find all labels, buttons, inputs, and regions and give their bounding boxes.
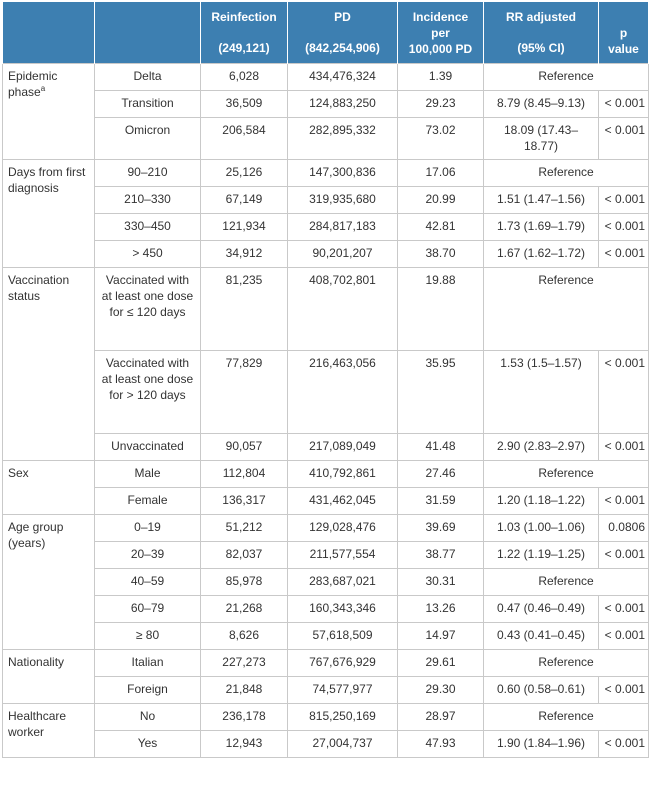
- rr-cell: 1.90 (1.84–1.96): [484, 731, 599, 758]
- rr-cell: 18.09 (17.43–18.77): [484, 118, 599, 160]
- level-cell: Unvaccinated: [95, 434, 201, 461]
- pd-cell: 27,004,737: [288, 731, 398, 758]
- header-rr: RR adjusted (95% CI): [484, 2, 599, 64]
- pd-cell: 410,792,861: [288, 461, 398, 488]
- header-incidence: Incidence per 100,000 PD: [398, 2, 484, 64]
- reinfection-cell: 12,943: [201, 731, 288, 758]
- pd-cell: 319,935,680: [288, 187, 398, 214]
- p-value-cell: < 0.001: [599, 731, 649, 758]
- incidence-cell: 20.99: [398, 187, 484, 214]
- incidence-cell: 29.61: [398, 650, 484, 677]
- level-cell: Foreign: [95, 677, 201, 704]
- reinfection-cell: 51,212: [201, 515, 288, 542]
- reinfection-cell: 112,804: [201, 461, 288, 488]
- incidence-cell: 13.26: [398, 596, 484, 623]
- reference-cell: Reference: [484, 569, 649, 596]
- pd-cell: 217,089,049: [288, 434, 398, 461]
- header-pd: PD (842,254,906): [288, 2, 398, 64]
- table-row: [3, 461, 649, 488]
- table-row: [3, 118, 649, 160]
- incidence-cell: 41.48: [398, 434, 484, 461]
- pd-cell: 90,201,207: [288, 241, 398, 268]
- p-value-cell: < 0.001: [599, 542, 649, 569]
- reinfection-cell: 6,028: [201, 64, 288, 91]
- table-row: [3, 596, 649, 623]
- level-cell: 210–330: [95, 187, 201, 214]
- level-cell: Italian: [95, 650, 201, 677]
- incidence-cell: 27.46: [398, 461, 484, 488]
- group-age-group: Age group (years): [3, 515, 95, 650]
- reinfection-table: [2, 1, 649, 758]
- reinfection-cell: 81,235: [201, 268, 288, 351]
- rr-cell: 1.51 (1.47–1.56): [484, 187, 599, 214]
- pd-cell: 815,250,169: [288, 704, 398, 731]
- table-row: [3, 434, 649, 461]
- table-row: [3, 677, 649, 704]
- incidence-cell: 47.93: [398, 731, 484, 758]
- rr-cell: 1.03 (1.00–1.06): [484, 515, 599, 542]
- level-cell: ≥ 80: [95, 623, 201, 650]
- reinfection-cell: 25,126: [201, 160, 288, 187]
- rr-cell: 1.22 (1.19–1.25): [484, 542, 599, 569]
- table-row: [3, 623, 649, 650]
- reinfection-cell: 36,509: [201, 91, 288, 118]
- rr-cell: 2.90 (2.83–2.97): [484, 434, 599, 461]
- reference-cell: Reference: [484, 160, 649, 187]
- incidence-cell: 35.95: [398, 351, 484, 434]
- incidence-cell: 1.39: [398, 64, 484, 91]
- p-value-cell: < 0.001: [599, 434, 649, 461]
- reinfection-cell: 77,829: [201, 351, 288, 434]
- rr-cell: 1.73 (1.69–1.79): [484, 214, 599, 241]
- pd-cell: 434,476,324: [288, 64, 398, 91]
- pd-cell: 408,702,801: [288, 268, 398, 351]
- header-level: [95, 2, 201, 64]
- pd-cell: 74,577,977: [288, 677, 398, 704]
- group-vaccination-status: Vaccination status: [3, 268, 95, 461]
- reinfection-cell: 236,178: [201, 704, 288, 731]
- level-cell: 0–19: [95, 515, 201, 542]
- incidence-cell: 73.02: [398, 118, 484, 160]
- level-cell: Omicron: [95, 118, 201, 160]
- reinfection-cell: 136,317: [201, 488, 288, 515]
- reinfection-cell: 34,912: [201, 241, 288, 268]
- group-epidemic-phase: Epidemic phase$^a$: [3, 64, 95, 160]
- incidence-cell: 29.30: [398, 677, 484, 704]
- table-row: [3, 704, 649, 731]
- header-p-value: p value: [599, 2, 649, 64]
- incidence-cell: 17.06: [398, 160, 484, 187]
- rr-cell: 1.67 (1.62–1.72): [484, 241, 599, 268]
- incidence-cell: 30.31: [398, 569, 484, 596]
- pd-cell: 160,343,346: [288, 596, 398, 623]
- table-row: [3, 214, 649, 241]
- table-row: [3, 650, 649, 677]
- rr-cell: 0.43 (0.41–0.45): [484, 623, 599, 650]
- rr-cell: 1.20 (1.18–1.22): [484, 488, 599, 515]
- incidence-cell: 14.97: [398, 623, 484, 650]
- incidence-cell: 38.70: [398, 241, 484, 268]
- header-row: [3, 2, 649, 64]
- reinfection-cell: 85,978: [201, 569, 288, 596]
- p-value-cell: < 0.001: [599, 351, 649, 434]
- reinfection-cell: 121,934: [201, 214, 288, 241]
- group-healthcare-worker: Healthcare worker: [3, 704, 95, 758]
- table-row: [3, 569, 649, 596]
- pd-cell: 57,618,509: [288, 623, 398, 650]
- p-value-cell: < 0.001: [599, 214, 649, 241]
- p-value-cell: < 0.001: [599, 241, 649, 268]
- header-group: [3, 2, 95, 64]
- table-row: [3, 241, 649, 268]
- reference-cell: Reference: [484, 461, 649, 488]
- table-row: [3, 515, 649, 542]
- header-reinfection: Reinfection (249,121): [201, 2, 288, 64]
- pd-cell: 767,676,929: [288, 650, 398, 677]
- p-value-cell: 0.0806: [599, 515, 649, 542]
- p-value-cell: < 0.001: [599, 596, 649, 623]
- incidence-cell: 38.77: [398, 542, 484, 569]
- level-cell: Vaccinated with at least one dose for > 120 days: [95, 351, 201, 434]
- group-sex: Sex: [3, 461, 95, 515]
- level-cell: 20–39: [95, 542, 201, 569]
- table-row: [3, 187, 649, 214]
- group-nationality: Nationality: [3, 650, 95, 704]
- incidence-cell: 39.69: [398, 515, 484, 542]
- level-cell: 90–210: [95, 160, 201, 187]
- reference-cell: Reference: [484, 64, 649, 91]
- p-value-cell: < 0.001: [599, 118, 649, 160]
- rr-cell: 8.79 (8.45–9.13): [484, 91, 599, 118]
- rr-cell: 1.53 (1.5–1.57): [484, 351, 599, 434]
- p-value-cell: < 0.001: [599, 488, 649, 515]
- p-value-cell: < 0.001: [599, 677, 649, 704]
- rr-cell: 0.60 (0.58–0.61): [484, 677, 599, 704]
- rr-cell: 0.47 (0.46–0.49): [484, 596, 599, 623]
- level-cell: Transition: [95, 91, 201, 118]
- level-cell: 60–79: [95, 596, 201, 623]
- pd-cell: 129,028,476: [288, 515, 398, 542]
- pd-cell: 283,687,021: [288, 569, 398, 596]
- reinfection-cell: 21,848: [201, 677, 288, 704]
- reinfection-cell: 82,037: [201, 542, 288, 569]
- reinfection-cell: 67,149: [201, 187, 288, 214]
- level-cell: Vaccinated with at least one dose for ≤ 120 days: [95, 268, 201, 351]
- incidence-cell: 42.81: [398, 214, 484, 241]
- level-cell: 40–59: [95, 569, 201, 596]
- table-row: [3, 542, 649, 569]
- table-row: [3, 64, 649, 91]
- level-cell: Male: [95, 461, 201, 488]
- incidence-cell: 19.88: [398, 268, 484, 351]
- table-row: [3, 268, 649, 351]
- incidence-cell: 28.97: [398, 704, 484, 731]
- level-cell: Yes: [95, 731, 201, 758]
- level-cell: 330–450: [95, 214, 201, 241]
- incidence-cell: 29.23: [398, 91, 484, 118]
- level-cell: Female: [95, 488, 201, 515]
- reinfection-cell: 206,584: [201, 118, 288, 160]
- pd-cell: 147,300,836: [288, 160, 398, 187]
- pd-cell: 284,817,183: [288, 214, 398, 241]
- level-cell: No: [95, 704, 201, 731]
- pd-cell: 216,463,056: [288, 351, 398, 434]
- reinfection-cell: 90,057: [201, 434, 288, 461]
- reinfection-cell: 227,273: [201, 650, 288, 677]
- p-value-cell: < 0.001: [599, 623, 649, 650]
- p-value-cell: < 0.001: [599, 91, 649, 118]
- reinfection-cell: 21,268: [201, 596, 288, 623]
- p-value-cell: < 0.001: [599, 187, 649, 214]
- level-cell: > 450: [95, 241, 201, 268]
- group-days-from-first-diagnosis: Days from first diagnosis: [3, 160, 95, 268]
- table-row: [3, 351, 649, 434]
- pd-cell: 282,895,332: [288, 118, 398, 160]
- table-row: [3, 731, 649, 758]
- reference-cell: Reference: [484, 650, 649, 677]
- reference-cell: Reference: [484, 704, 649, 731]
- level-cell: Delta: [95, 64, 201, 91]
- table-row: [3, 91, 649, 118]
- reference-cell: Reference: [484, 268, 649, 351]
- reinfection-cell: 8,626: [201, 623, 288, 650]
- table-row: [3, 160, 649, 187]
- pd-cell: 124,883,250: [288, 91, 398, 118]
- incidence-cell: 31.59: [398, 488, 484, 515]
- pd-cell: 431,462,045: [288, 488, 398, 515]
- pd-cell: 211,577,554: [288, 542, 398, 569]
- table-row: [3, 488, 649, 515]
